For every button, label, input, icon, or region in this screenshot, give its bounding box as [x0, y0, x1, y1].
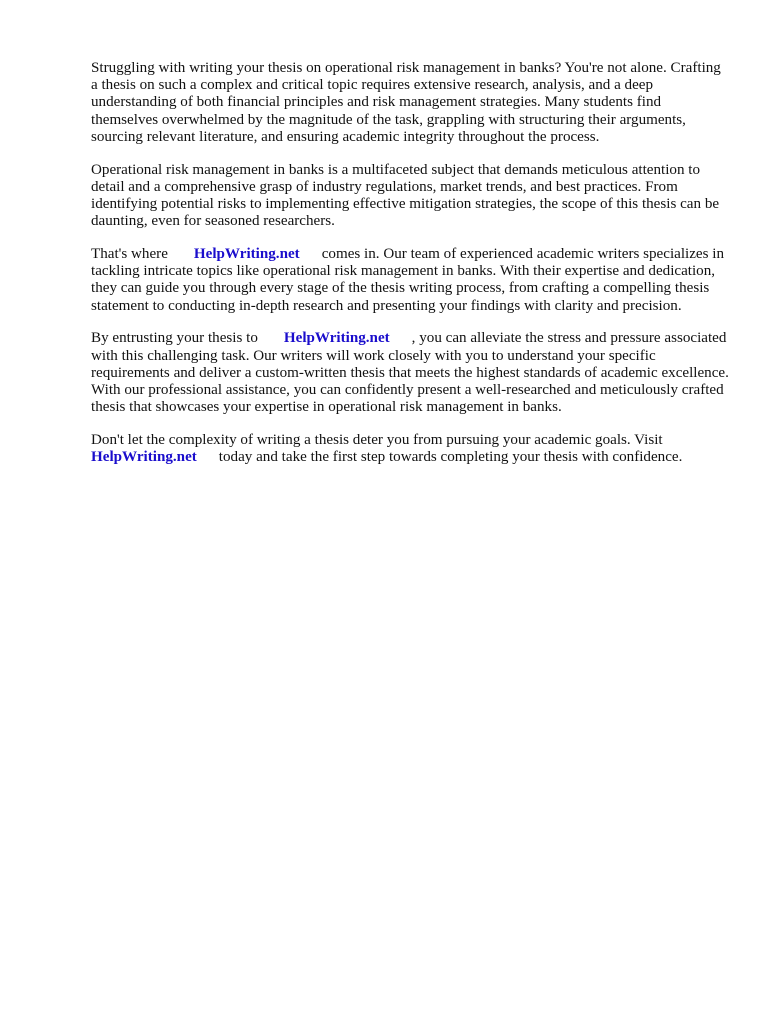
- paragraph-intro: [91, 60, 731, 146]
- paragraph-text-after-link: today and take the first step towards completing your thesis with confidence.: [218, 449, 683, 466]
- paragraph-text-before-link: Don't let the complexity of writing a thesis deter you from pursuing your academic goals. Visit: [91, 432, 663, 449]
- paragraph-entrust: [91, 330, 731, 416]
- paragraph-text: Struggling with writing your thesis on operational risk management in banks? You're not alone. Crafting a thesis on such a complex and critical topic requires extensive research, analysis, and a deep understanding of both financial principles and risk management strategies. Many students find themselves overwhelmed by the magnitude of the task, grappling with structuring their arguments, sourcing relevant literature, and ensuring academic integrity throughout the process.: [91, 60, 721, 145]
- helpwriting-link[interactable]: HelpWriting.net: [91, 449, 197, 466]
- paragraph-closing: [91, 432, 731, 466]
- document-body: [91, 60, 731, 482]
- paragraph-scope: [91, 162, 731, 231]
- paragraph-text: Operational risk management in banks is a multifaceted subject that demands meticulous attention to detail and a comprehensive grasp of industry regulations, market trends, and best practices. From identifying potential risks to implementing effective mitigation strategies, the scope of this thesis can be daunting, even for seasoned researchers.: [91, 161, 720, 230]
- helpwriting-link[interactable]: HelpWriting.net: [193, 246, 300, 263]
- helpwriting-link[interactable]: HelpWriting.net: [283, 330, 390, 347]
- paragraph-text-before-link: By entrusting your thesis to: [91, 330, 258, 347]
- paragraph-text-before-link: That's where: [91, 246, 168, 263]
- paragraph-service: [91, 246, 731, 315]
- paragraph-text-after-link: comes in. Our team of experienced academic writers specializes in tackling intricate topics like operational risk management in banks. With their expertise and dedication, they can guide you through every stage of the thesis writing process, from crafting a compelling thesis statement to conducting in-depth research and presenting your findings with clarity and precision.: [91, 246, 725, 314]
- paragraph-text-after-link: , you can alleviate the stress and pressure associated with this challenging task. Our writers will work closely with you to understand your specific requirements and deliver a custom-written thesis that meets the highest standards of academic excellence. With our professional assistance, you can confidently present a well-researched and meticulously crafted thesis that showcases your expertise in operational risk management in banks.: [91, 330, 729, 416]
